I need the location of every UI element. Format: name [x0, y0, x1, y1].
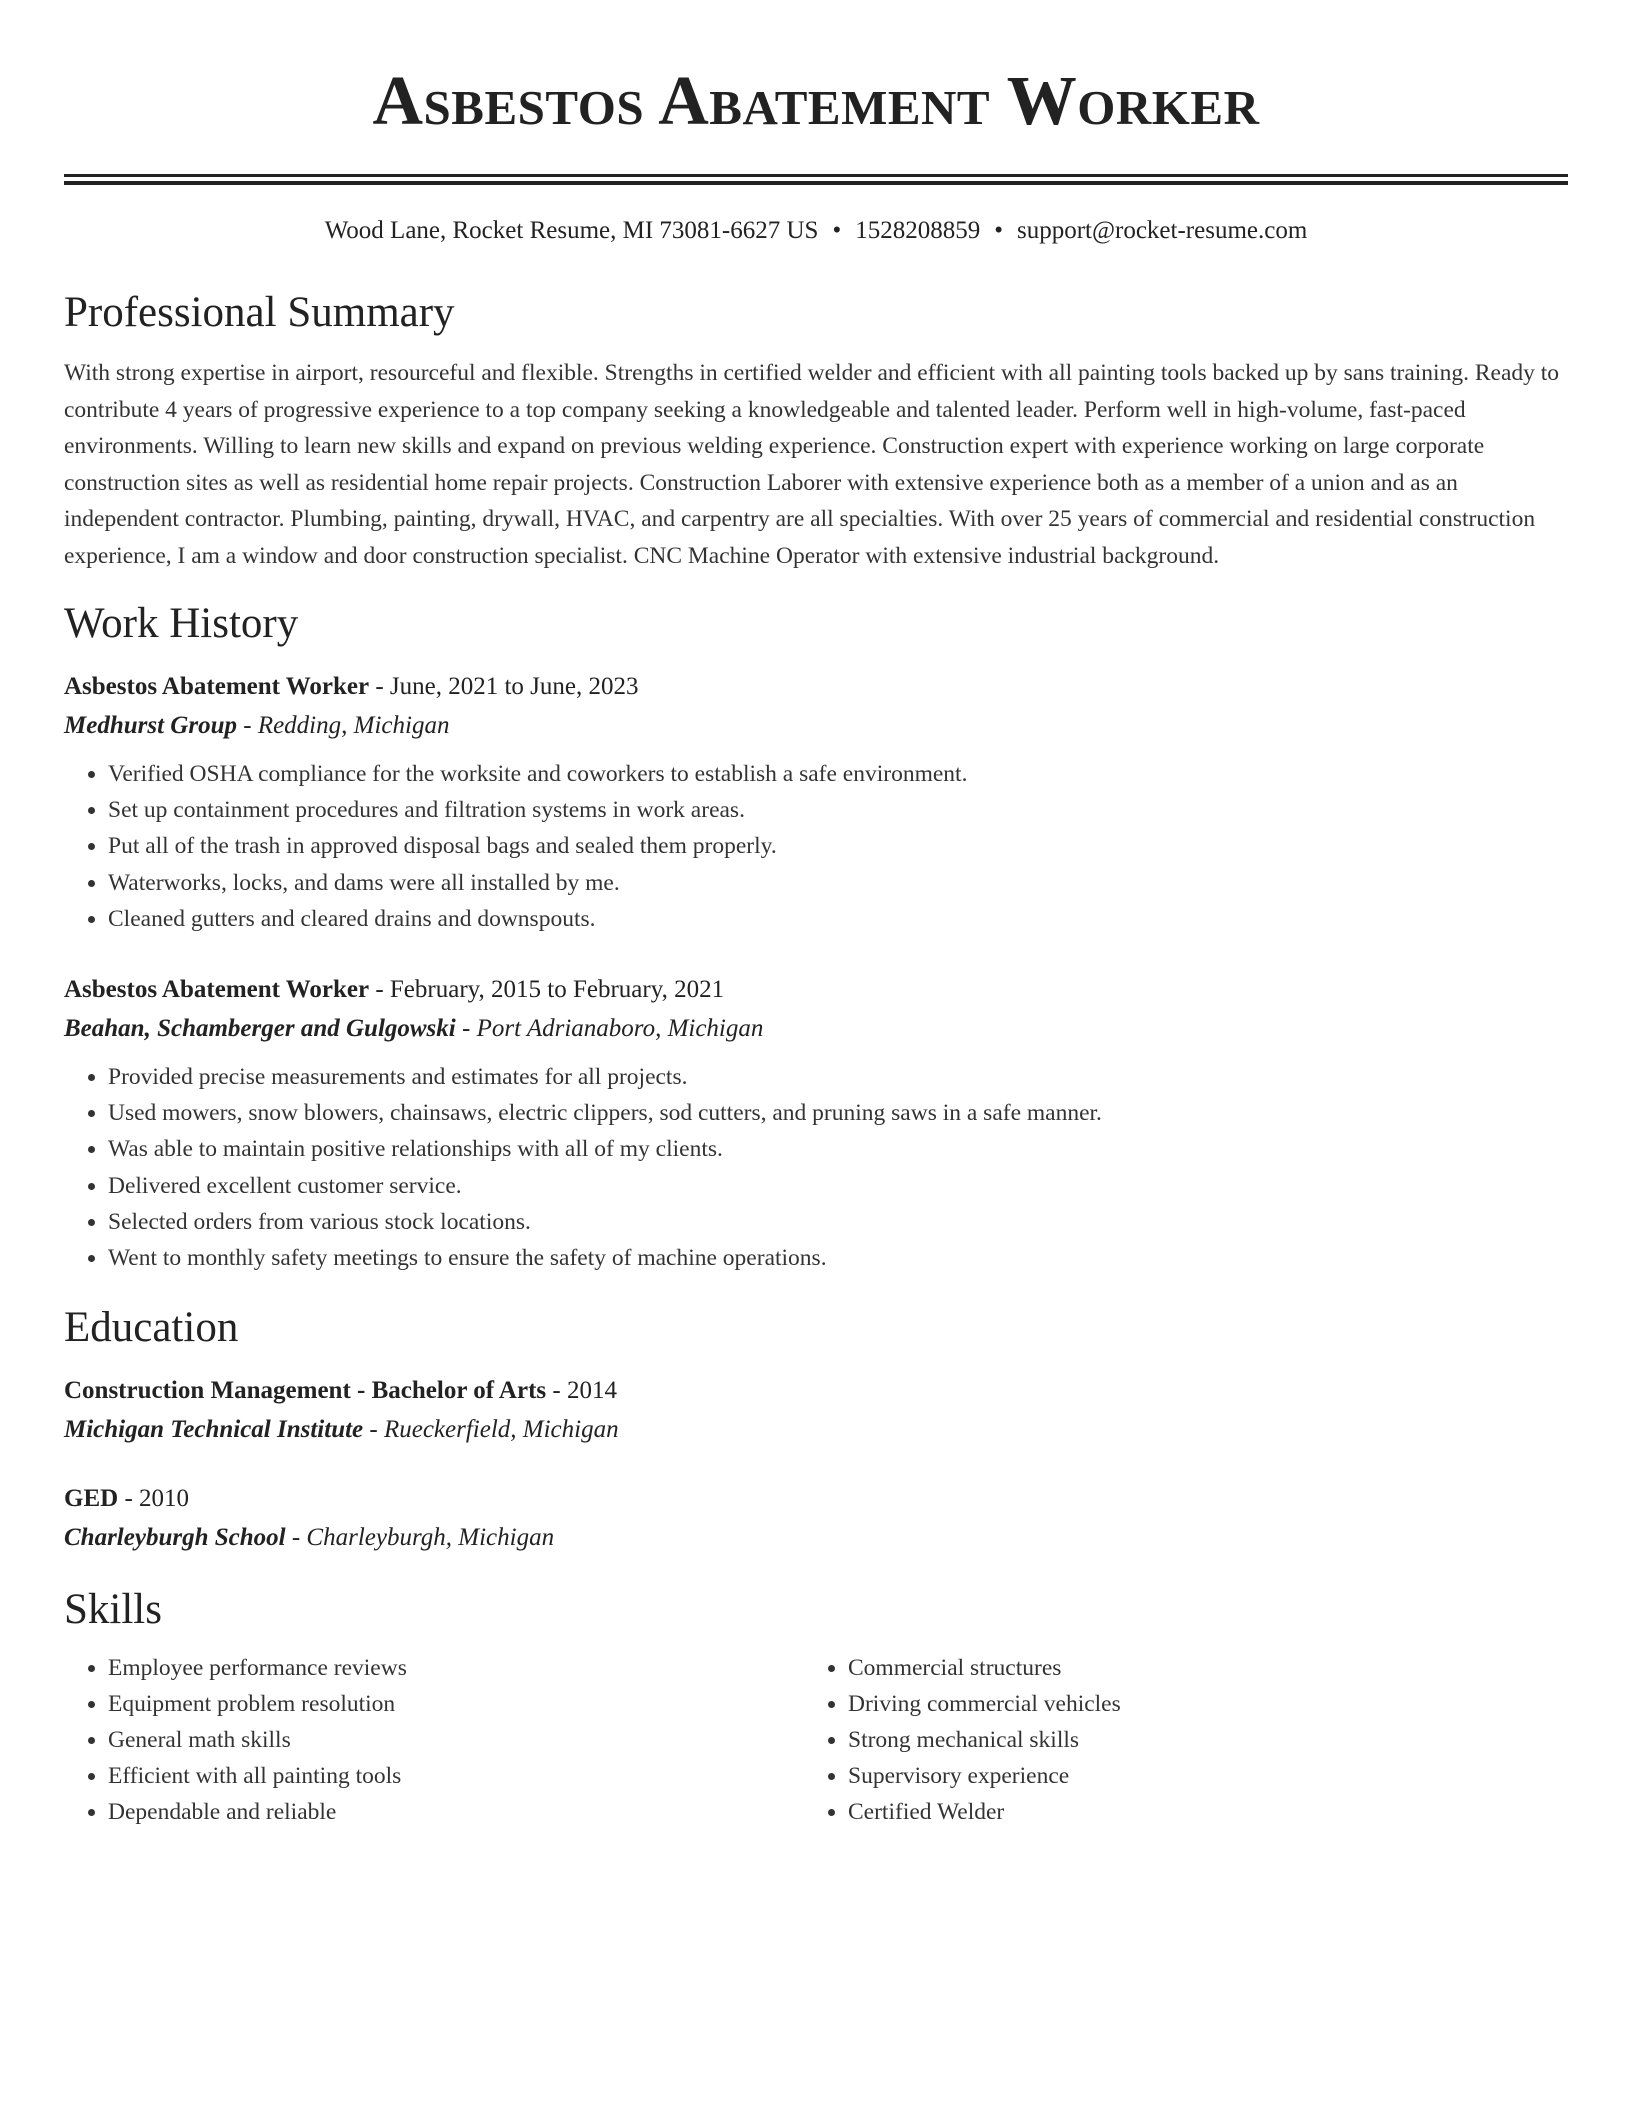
skill-item: • Strong mechanical skills: [848, 1722, 1544, 1758]
job-header: Asbestos Abatement Worker - June, 2021 to June, 2023: [64, 673, 639, 700]
education-degree: Construction Management - Bachelor of Arts: [64, 1377, 547, 1405]
education-entry: [64, 1480, 1568, 1558]
education-heading: Education: [64, 1304, 239, 1352]
job-entry: [64, 971, 1568, 1276]
job-dates: June, 2021 to June, 2023: [389, 673, 639, 700]
education-year: 2010: [139, 1485, 190, 1513]
job-bullet: • Waterworks, locks, and dams were all installed by me.: [108, 865, 1568, 901]
contact-separator: •: [994, 217, 1003, 244]
skills-heading: Skills: [64, 1586, 162, 1634]
job-bullet: • Set up containment procedures and filtration systems in work areas.: [108, 792, 1568, 828]
summary-text: With strong expertise in airport, resourceful and flexible. Strengths in certified welder and efficient with all painting tools backed up by sans training. Ready to contribute 4 years of progressive experience to a top company seeking a knowledgeable and talented leader. Perform well in high-volume, fast-paced environments. Willing to learn new skills and expand on previous welding experience. Construction expert with experience working on large corporate construction sites as well as residential home repair projects. Construction Laborer with extensive experience both as a member of a union and as an independent contractor. Plumbing, painting, drywall, HVAC, and carpentry are all specialties. With over 25 years of commercial and residential construction experience, I am a window and door construction specialist. CNC Machine Operator with extensive industrial background.: [64, 360, 1560, 569]
job-bullets: [64, 1059, 1568, 1276]
job-title: Asbestos Abatement Worker: [64, 673, 370, 700]
job-dates: February, 2015 to February, 2021: [389, 976, 725, 1004]
job-bullet: • Put all of the trash in approved disposal bags and sealed them properly.: [108, 828, 1568, 864]
education-school: Michigan Technical Institute: [64, 1416, 364, 1444]
job-employer: Beahan, Schamberger and Gulgowski - Port Adrianaboro, Michigan: [64, 1015, 764, 1043]
skills-left-column: [64, 1650, 804, 1830]
summary-heading: Professional Summary: [64, 289, 455, 336]
education-entry: [64, 1372, 1568, 1450]
job-bullet: • Went to monthly safety meetings to ensure the safety of machine operations.: [108, 1240, 1568, 1276]
education-school-line: Michigan Technical Institute - Rueckerfield, Michigan: [64, 1416, 619, 1444]
job-title: Asbestos Abatement Worker: [64, 976, 370, 1004]
education-location: Charleyburgh, Michigan: [306, 1524, 555, 1552]
education-degree: GED: [64, 1485, 119, 1513]
contact-phone: 1528208859: [855, 217, 981, 244]
job-location: Port Adrianaboro, Michigan: [476, 1015, 764, 1043]
education-school-line: Charleyburgh School - Charleyburgh, Michigan: [64, 1524, 555, 1552]
job-company: Beahan, Schamberger and Gulgowski: [64, 1015, 456, 1043]
skills-columns: [64, 1650, 1568, 1830]
job-employer: Medhurst Group - Redding, Michigan: [64, 712, 450, 739]
skills-right-column: [804, 1650, 1544, 1830]
contact-separator: •: [832, 217, 842, 244]
job-header: Asbestos Abatement Worker - February, 2015 to February, 2021: [64, 976, 725, 1004]
job-bullet: • Was able to maintain positive relationships with all of my clients.: [108, 1131, 1568, 1167]
contact-line: [64, 215, 1568, 247]
contact-email: support@rocket-resume.com: [1016, 217, 1308, 244]
skill-item: • Driving commercial vehicles: [848, 1686, 1544, 1722]
resume-title: Asbestos Abatement Worker: [372, 63, 1260, 140]
title-divider: [64, 174, 1568, 185]
skill-item: • Employee performance reviews: [108, 1650, 804, 1686]
skill-item: • Equipment problem resolution: [108, 1686, 804, 1722]
job-company: Medhurst Group: [64, 712, 237, 739]
job-bullet: • Cleaned gutters and cleared drains and downspouts.: [108, 901, 1568, 937]
job-bullet: • Delivered excellent customer service.: [108, 1168, 1568, 1204]
job-bullet: • Verified OSHA compliance for the worksite and coworkers to establish a safe environment.: [108, 756, 1568, 792]
job-bullets: [64, 756, 1568, 937]
work-history-heading: Work History: [64, 600, 299, 647]
job-bullet: • Provided precise measurements and estimates for all projects.: [108, 1059, 1568, 1095]
skill-item: • Efficient with all painting tools: [108, 1758, 804, 1794]
job-entry: [64, 668, 1568, 937]
skill-item: • Commercial structures: [848, 1650, 1544, 1686]
job-location: Redding, Michigan: [257, 712, 450, 739]
skill-item: • Supervisory experience: [848, 1758, 1544, 1794]
education-header: Construction Management - Bachelor of Arts - 2014: [64, 1377, 617, 1405]
job-bullet: • Selected orders from various stock locations.: [108, 1204, 1568, 1240]
education-location: Rueckerfield, Michigan: [383, 1416, 619, 1444]
education-header: GED - 2010: [64, 1485, 190, 1513]
skill-item: • Certified Welder: [848, 1794, 1544, 1830]
job-bullet: • Used mowers, snow blowers, chainsaws, electric clippers, sod cutters, and pruning saws in a safe manner.: [108, 1095, 1568, 1131]
education-school: Charleyburgh School: [64, 1524, 286, 1552]
skill-item: • Dependable and reliable: [108, 1794, 804, 1830]
contact-address: Wood Lane, Rocket Resume, MI 73081-6627 US: [324, 217, 819, 244]
skill-item: • General math skills: [108, 1722, 804, 1758]
education-year: 2014: [566, 1377, 617, 1405]
